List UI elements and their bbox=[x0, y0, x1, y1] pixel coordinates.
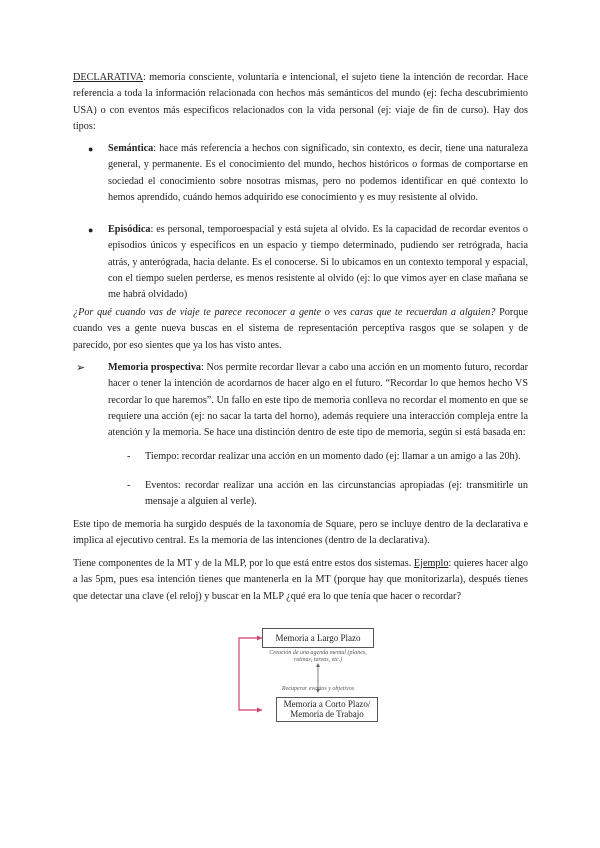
prospective-text: : Nos permite recordar llevar a cabo una acción en un momento futuro, recordar hacer o tener la intención de acordarnos de hacer algo en el futuro. “Recordar lo que hemos hecho VS recordar lo que haremos”. Un fallo en este tipo de memoria conlleva no recordar el momento en que se requiere una acción (ej: no sacar la tarta del horno), además requiere una interacción compleja entre la atención y la memoria. Se hace una distinción dentro de este tipo de memoria, según si está basada en: bbox=[108, 362, 528, 439]
box-working-memory: Memoria a Corto Plazo/ Memoria de Trabajo bbox=[276, 697, 378, 722]
components-text-after: : quieres hacer algo a las 5pm, pues esa intención tienes que mantenerla en la MT (porque hay que monitorizarla), después tienes que detectar una clave (el reloj) y buscar en la MLP ¿qué era lo que tenía que hacer o recordar? bbox=[73, 558, 528, 602]
subitem-eventos-text: Eventos: recordar realizar una acción en las circunstancias apropiadas (ej: transmitirle un mensaje a alguien al verle). bbox=[145, 480, 528, 508]
side-connector-line bbox=[239, 638, 262, 710]
box-long-term-memory: Memoria a Largo Plazo bbox=[262, 628, 374, 648]
dash-bullet: - bbox=[127, 480, 131, 491]
paragraph-components bbox=[73, 556, 528, 605]
note-recuperar: Recuperar eventos y objetivos bbox=[281, 686, 355, 692]
components-text-before: Tiene componentes de la MT y de la MLP, por lo que está entre estos dos sistemas. bbox=[73, 558, 414, 569]
arrow-bullet-icon: ➢ bbox=[76, 362, 86, 374]
subitem-tiempo-text: Tiempo: recordar realizar una acción en un momento dado (ej: llamar a un amigo a las 20h). bbox=[145, 451, 521, 462]
dash-bullet: - bbox=[127, 451, 131, 462]
memory-diagram bbox=[230, 624, 390, 724]
bullet-episodica-text: : es personal, temporoespacial y está sujeta al olvido. Es la capacidad de recordar eventos o episodios únicos y específicos en un espacio y tiempo determinado, pudiendo ser retrógrada, hacia atrás, y anterógrada, hacia delante. Es el conocerse. Si lo ubicamos en un contexto temporal y espacial, con el tiempo suelen perderse, es menos resistente al olvido (ej: lo que vimos ayer en clase mañana se me habrá olvidado) bbox=[108, 224, 528, 301]
subitem-tiempo bbox=[127, 449, 528, 465]
term-episodica: Episódica bbox=[108, 224, 151, 235]
note-agenda: Creación de una agenda mental (planes, rutinas, tareas, etc.) bbox=[269, 650, 367, 663]
question-paragraph bbox=[73, 305, 528, 354]
bullet-dot: ● bbox=[88, 225, 94, 235]
bullet-episodica bbox=[88, 222, 528, 303]
paragraph-declarativa bbox=[73, 70, 528, 135]
bullet-semantica-text: : hace más referencia a hechos con significado, sin contexto, es decir, tiene una naturaleza general, y permanente. Es el conocimiento del mundo, hechos históricos o formas de comportarse en sociedad el conocimiento sobre nosotras mismas, pero no podemos identificar en qué contexto lo hemos aprendido, cuándo hemos adquirido ese conocimiento y es muy resistente al olvido. bbox=[108, 143, 528, 203]
bullet-dot: ● bbox=[88, 144, 94, 154]
paragraph-square: Este tipo de memoria ha surgido después de la taxonomía de Square, pero se incluye dentro de la declarativa e implica al ejecutivo central. Es la memoria de las intenciones (dentro de la declarativa). bbox=[73, 519, 528, 547]
term-prospectiva: Memoria prospectiva bbox=[108, 362, 202, 373]
term-semantica: Semántica bbox=[108, 143, 154, 154]
paragraph-declarativa-text: : memoria consciente, voluntaria e intencional, el sujeto tiene la intención de recordar. Hace referencia a toda la información relacionada con hechos más semánticos del mundo (ej: fecha descubrimiento USA) o con eventos más específicos relacionados con la vida personal (ej: viaje de fin de curso). Hay dos tipos: bbox=[73, 72, 528, 132]
question-text: ¿Por qué cuando vas de viaje te parece reconocer a gente o ves caras que te recuerdan a alguien? bbox=[73, 307, 496, 318]
prospective-item bbox=[76, 360, 528, 441]
example-label: Ejemplo bbox=[413, 558, 449, 569]
term-declarativa: DECLARATIVA bbox=[73, 72, 143, 83]
arrowhead-bottom bbox=[257, 708, 262, 713]
bullet-semantica bbox=[88, 141, 528, 206]
subitem-eventos bbox=[127, 478, 528, 511]
answer-text: Porque cuando ves a gente nueva buscas en el sistema de representación perceptiva rasgos que se solapen y de parecido, por eso sientes que ya los has visto antes. bbox=[73, 307, 528, 351]
